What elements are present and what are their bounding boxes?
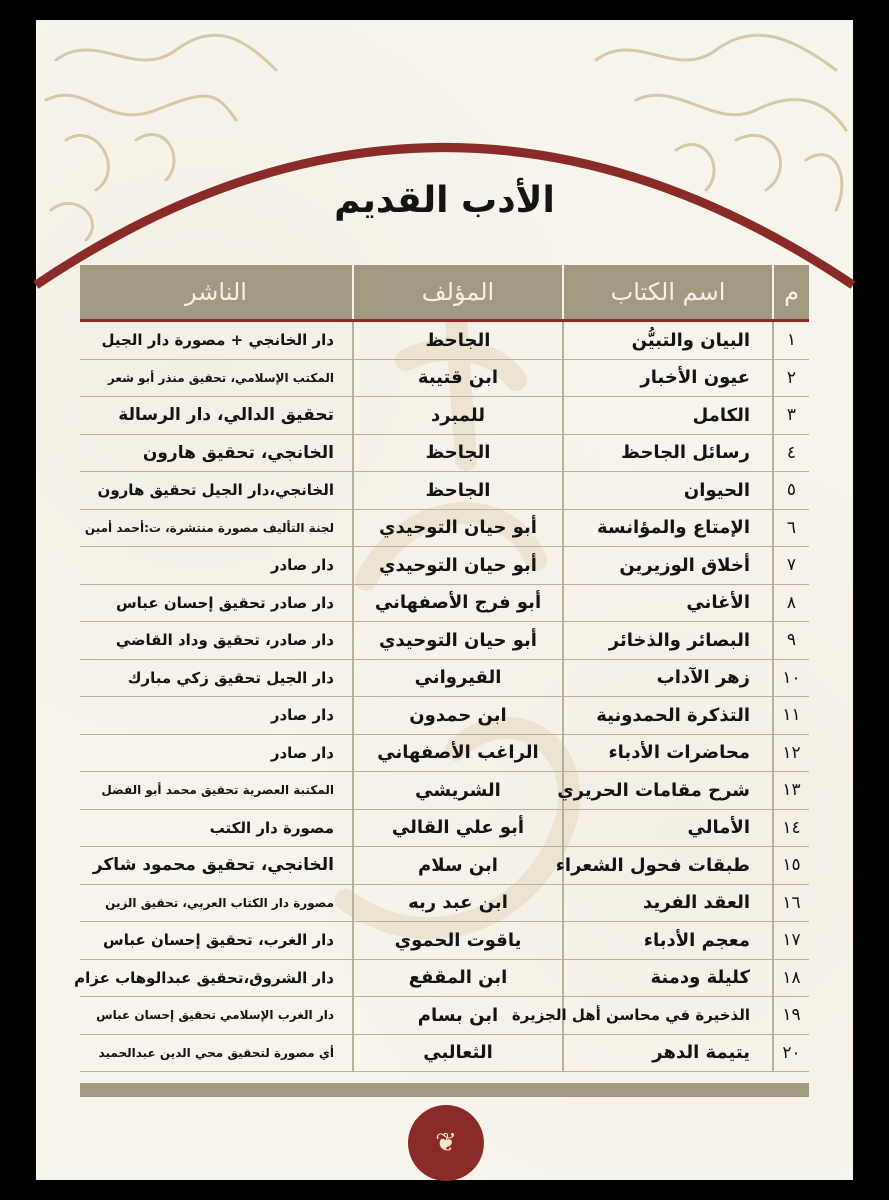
row-num: ١٧ [773,922,809,960]
row-author: الراغب الأصفهاني [353,734,563,772]
row-publisher: دار صادر تحقيق إحسان عباس [80,584,353,622]
row-publisher: دار الخانجي + مصورة دار الجيل [80,321,353,360]
row-author: للمبرد [353,397,563,435]
table-row [80,321,809,360]
row-num: ٤ [773,434,809,472]
table-row [80,772,809,810]
table-row [80,659,809,697]
row-book: محاضرات الأدباء [563,734,773,772]
table-row [80,509,809,547]
row-publisher: مصورة دار الكتب [80,809,353,847]
row-publisher: الخانجي، تحقيق محمود شاكر [80,847,353,885]
row-publisher: دار الشروق،تحقيق عبدالوهاب عزام [80,959,353,997]
logo-glyph: ❦ [435,1128,457,1158]
row-author: ابن بسام [353,997,563,1035]
table-row [80,434,809,472]
row-author: القيرواني [353,659,563,697]
row-num: ١٦ [773,884,809,922]
row-publisher: أي مصورة لتحقيق محي الدين عبدالحميد [80,1034,353,1072]
row-publisher: دار صادر [80,734,353,772]
table-row [80,734,809,772]
row-book: الذخيرة في محاسن أهل الجزيرة [563,997,773,1035]
row-book: شرح مقامات الحريري [563,772,773,810]
header-publisher: الناشر [80,265,353,321]
table-row [80,847,809,885]
row-publisher: دار صادر [80,547,353,585]
row-author: أبو حيان التوحيدي [353,622,563,660]
row-num: ١ [773,321,809,360]
table-row [80,547,809,585]
table-row [80,997,809,1035]
row-book: كليلة ودمنة [563,959,773,997]
table-bottom-bar [80,1083,809,1097]
row-author: ابن سلام [353,847,563,885]
row-author: الشريشي [353,772,563,810]
row-num: ٥ [773,472,809,510]
row-num: ٦ [773,509,809,547]
row-book: الأغاني [563,584,773,622]
row-publisher: دار الغرب، تحقيق إحسان عباس [80,922,353,960]
row-author: أبو حيان التوحيدي [353,509,563,547]
row-num: ٩ [773,622,809,660]
row-num: ٣ [773,397,809,435]
row-book: طبقات فحول الشعراء [563,847,773,885]
row-book: زهر الآداب [563,659,773,697]
row-publisher: تحقيق الدالي، دار الرسالة [80,397,353,435]
row-author: ابن حمدون [353,697,563,735]
row-num: ٢٠ [773,1034,809,1072]
header-author: المؤلف [353,265,563,321]
books-table [74,265,809,1072]
table-row [80,622,809,660]
row-author: ياقوت الحموي [353,922,563,960]
row-publisher: مصورة دار الكتاب العربي، تحقيق الزين [80,884,353,922]
table-row [80,922,809,960]
row-book: الإمتاع والمؤانسة [563,509,773,547]
table-row [80,697,809,735]
row-book: الأمالي [563,809,773,847]
row-publisher: المكتبة العصرية تحقيق محمد أبو الفضل [80,772,353,810]
calligraphy-logo-icon [408,1105,484,1181]
table-header-row [80,265,809,321]
table-row [80,359,809,397]
row-book: البيان والتبيُّن [563,321,773,360]
row-publisher: دار الجيل تحقيق زكي مبارك [80,659,353,697]
row-book: الحيوان [563,472,773,510]
row-publisher: دار صادر، تحقيق وداد القاضي [80,622,353,660]
table-row [80,584,809,622]
row-author: الجاحظ [353,472,563,510]
row-num: ٨ [773,584,809,622]
row-num: ١٩ [773,997,809,1035]
table-row [80,884,809,922]
row-publisher: المكتب الإسلامي، تحقيق منذر أبو شعر [80,359,353,397]
row-book: أخلاق الوزيرين [563,547,773,585]
row-author: ابن المقفع [353,959,563,997]
row-book: معجم الأدباء [563,922,773,960]
row-num: ١١ [773,697,809,735]
row-author: أبو علي القالي [353,809,563,847]
row-author: الثعالبي [353,1034,563,1072]
row-num: ١٨ [773,959,809,997]
row-author: ابن قتيبة [353,359,563,397]
row-publisher: الخانجي، تحقيق هارون [80,434,353,472]
row-book: التذكرة الحمدونية [563,697,773,735]
row-num: ٢ [773,359,809,397]
row-publisher: الخانجي،دار الجيل تحقيق هارون [80,472,353,510]
row-author: أبو حيان التوحيدي [353,547,563,585]
table-row [80,809,809,847]
row-num: ١٣ [773,772,809,810]
arch-frame [36,20,853,300]
row-publisher: دار صادر [80,697,353,735]
row-author: ابن عبد ربه [353,884,563,922]
table-row [80,397,809,435]
header-num: م [773,265,809,321]
row-book: عيون الأخبار [563,359,773,397]
row-author: الجاحظ [353,434,563,472]
table-row [80,959,809,997]
row-num: ١٢ [773,734,809,772]
row-publisher: لجنة التأليف مصورة منتشرة، ت:أحمد أمين [80,509,353,547]
table-row [80,1034,809,1072]
row-num: ١٤ [773,809,809,847]
row-num: ١٠ [773,659,809,697]
row-num: ٧ [773,547,809,585]
row-book: البصائر والذخائر [563,622,773,660]
row-book: العقد الفريد [563,884,773,922]
row-author: أبو فرج الأصفهاني [353,584,563,622]
row-num: ١٥ [773,847,809,885]
row-book: يتيمة الدهر [563,1034,773,1072]
page-title: الأدب القديم [334,180,555,221]
row-publisher: دار الغرب الإسلامي تحقيق إحسان عباس [80,997,353,1035]
table-row [80,472,809,510]
row-author: الجاحظ [353,321,563,360]
header-book: اسم الكتاب [563,265,773,321]
page-paper [36,20,853,1180]
row-book: الكامل [563,397,773,435]
row-book: رسائل الجاحظ [563,434,773,472]
